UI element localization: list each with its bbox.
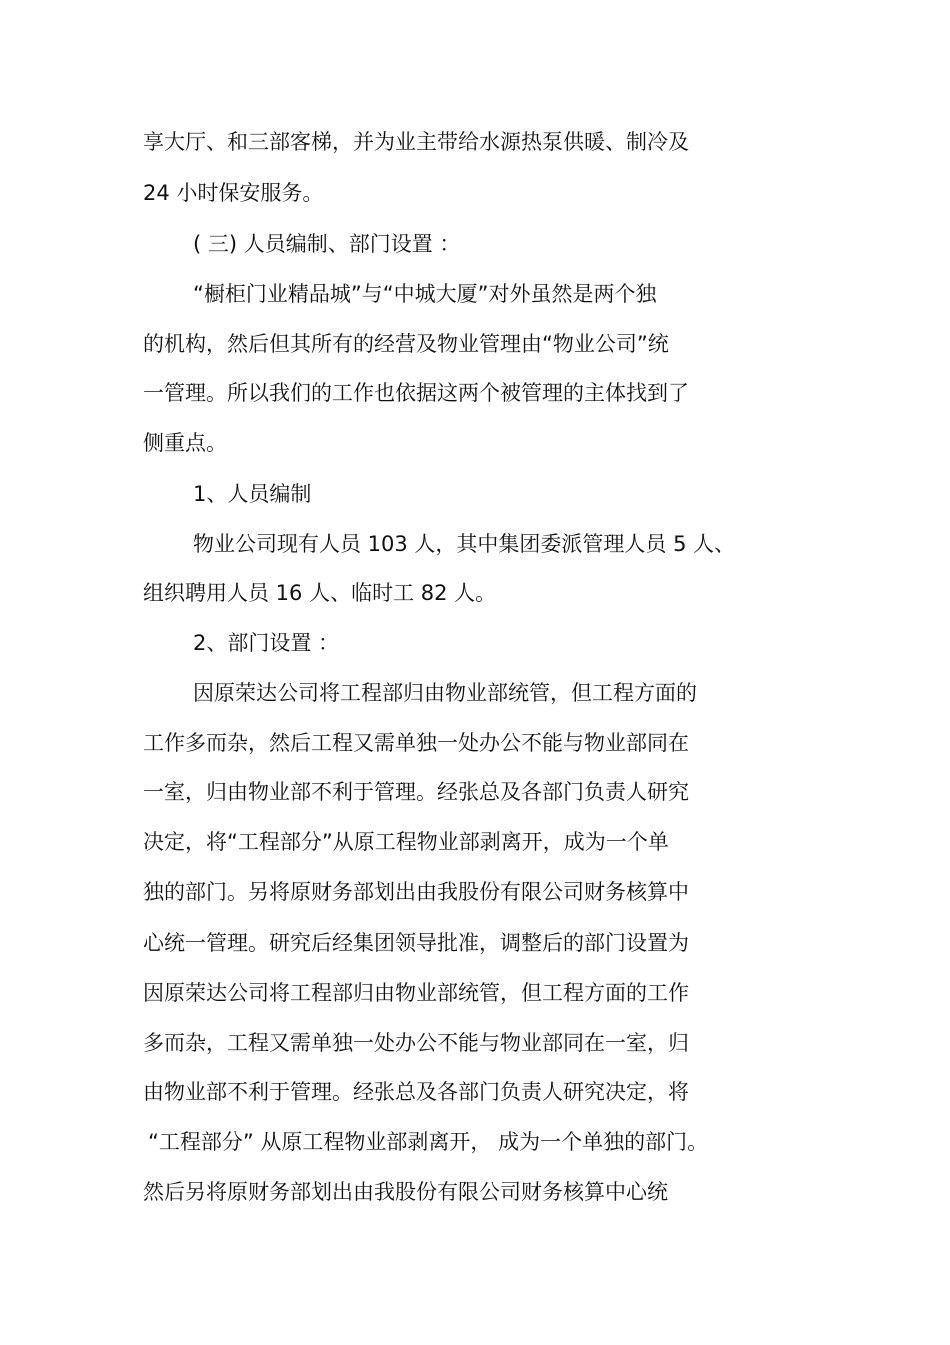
text-line-16: 独的部门。另将原财务部划出由我股份有限公司财务核算中	[143, 880, 689, 904]
text-line-5: 的机构，然后但其所有的经营及物业管理由“物业公司”统	[143, 332, 669, 356]
text-line-9: 物业公司现有人员 103 人，其中集团委派管理人员 5 人、	[193, 532, 736, 556]
subheading-departments: 2、部门设置 ：	[193, 631, 340, 655]
text-line-20: 由物业部不利于管理。经张总及各部门负责人研究决定，将	[143, 1080, 689, 1104]
text-line-22: 然后另将原财务部划出由我股份有限公司财务核算中心统	[143, 1180, 668, 1204]
text-line-1: 享大厅、和三部客梯，并为业主带给水源热泵供暖、制冷及	[143, 130, 689, 154]
text-line-7: 侧重点。	[143, 431, 227, 455]
text-line-18: 因原荣达公司将工程部归由物业部统管，但工程方面的工作	[143, 981, 689, 1005]
text-line-17: 心统一管理。研究后经集团领导批准，调整后的部门设置为	[143, 931, 689, 955]
text-line-14: 一室，归由物业部不利于管理。经张总及各部门负责人研究	[143, 780, 689, 804]
text-line-2: 24 小时保安服务。	[143, 181, 324, 205]
subheading-staff: 1、人员编制	[193, 482, 312, 506]
text-line-15: 决定，将“工程部分”从原工程物业部剥离开，成为一个单	[143, 830, 669, 854]
text-line-6: 一管理。所以我们的工作也依据这两个被管理的主体找到了	[143, 381, 689, 405]
text-line-10: 组织聘用人员 16 人、临时工 82 人。	[143, 581, 497, 605]
section-heading-staffing: ( 三) 人员编制、部门设置 ：	[193, 232, 461, 256]
text-line-12: 因原荣达公司将工程部归由物业部统管，但工程方面的	[193, 681, 697, 705]
text-line-4: “橱柜门业精品城”与“中城大厦”对外虽然是两个独	[193, 282, 657, 306]
text-line-19: 多而杂，工程又需单独一处办公不能与物业部同在一室，归	[143, 1031, 689, 1055]
text-line-21: “工程部分” 从原工程物业部剥离开， 成为一个单独的部门。	[148, 1130, 709, 1154]
text-line-13: 工作多而杂，然后工程又需单独一处办公不能与物业部同在	[143, 731, 689, 755]
